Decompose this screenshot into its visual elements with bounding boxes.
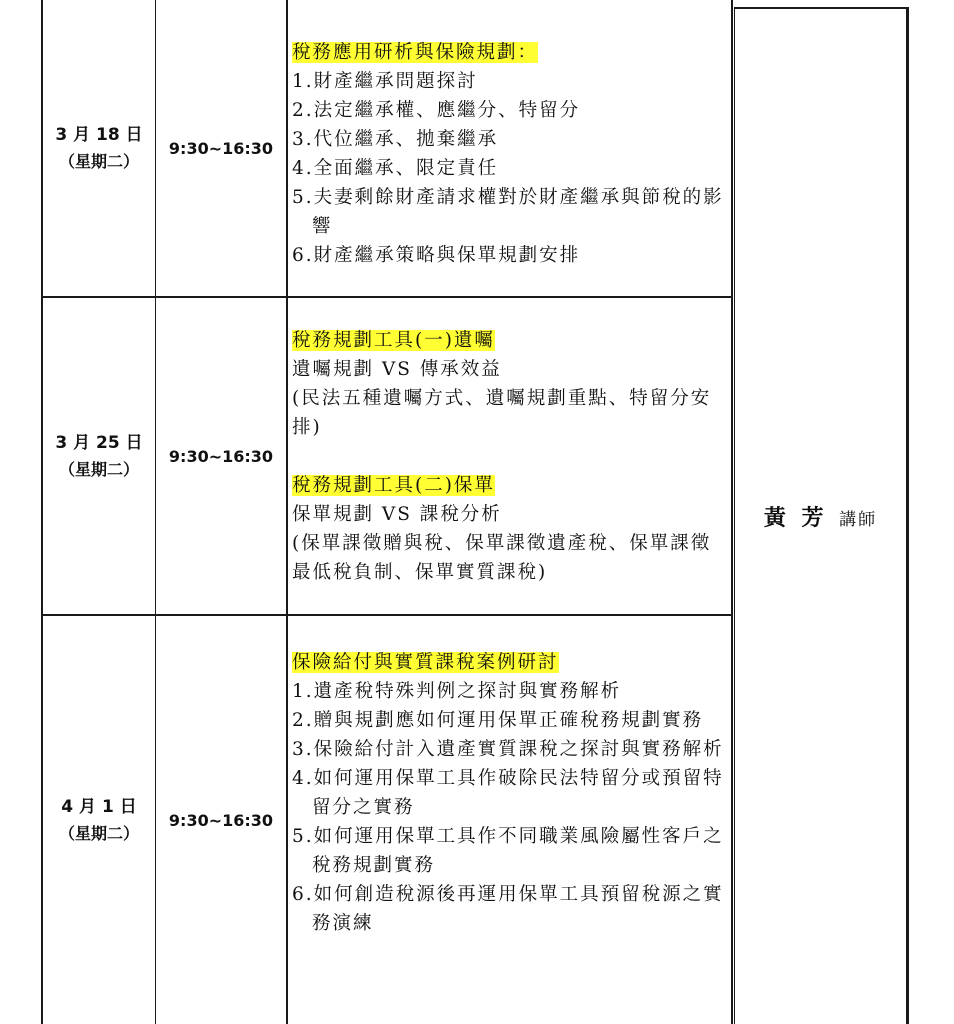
session-date: 3 月 25 日 [55,433,143,453]
session-weekday: （星期二） [58,152,139,171]
teacher-name: 黃 芳 [763,505,828,531]
session-date: 3 月 18 日 [55,125,143,145]
session-weekday: （星期二） [58,460,139,479]
session-weekday: （星期二） [58,824,139,843]
list-item: 6.如何創造稅源後再運用保單工具預留稅源之實務演練 [292,884,724,934]
session-heading: 稅務規劃工具(一)遺囑 [292,330,495,351]
list-item: 6.財產繼承策略與保單規劃安排 [292,245,581,266]
session-2-content-cell [288,326,731,587]
session-text: (民法五種遺囑方式、遺囑規劃重點、特留分安排) [292,388,712,438]
session-2-date-cell [43,298,155,614]
session-2-time-cell [156,298,286,614]
table-divider-content-teacher [731,0,733,1024]
list-item: 5.夫妻剩餘財產請求權對於財產繼承與節稅的影響 [292,187,724,237]
session-text: (保單課徵贈與稅、保單課徵遺產稅、保單課徵最低稅負制、保單實質課稅) [292,533,712,583]
list-item: 3.代位繼承、拋棄繼承 [292,129,499,150]
session-text: 保單規劃 VS 課稅分析 [292,504,502,525]
list-item: 4.如何運用保單工具作破除民法特留分或預留特留分之實務 [292,768,724,818]
session-date: 4 月 1 日 [61,797,137,817]
session-heading: 保險給付與實質課稅案例研討 [292,652,559,673]
table-border-right [906,8,909,1024]
teacher-cell [735,9,906,1024]
session-time: 9:30~16:30 [168,446,274,466]
session-1-date-cell [43,0,155,296]
session-heading: 稅務應用研析與保險規劃： [292,42,539,63]
session-3-content-cell [288,648,731,938]
session-heading: 稅務規劃工具(二)保單 [292,475,495,496]
list-item: 4.全面繼承、限定責任 [292,158,499,179]
list-item: 5.如何運用保單工具作不同職業風險屬性客戶之稅務規劃實務 [292,826,724,876]
session-1-time-cell [156,0,286,296]
session-3-date-cell [43,616,155,1024]
session-1-content-cell [288,38,731,270]
list-item: 3.保險給付計入遺產實質課稅之探討與實務解析 [292,739,724,760]
list-item: 1.財產繼承問題探討 [292,71,478,92]
teacher-label [764,501,877,532]
session-3-time-cell [156,616,286,1024]
session-text: 遺囑規劃 VS 傳承效益 [292,359,502,380]
teacher-title: 講師 [839,510,878,530]
session-time: 9:30~16:30 [168,810,274,830]
list-item: 2.贈與規劃應如何運用保單正確稅務規劃實務 [292,710,704,731]
list-item: 1.遺產稅特殊判例之探討與實務解析 [292,681,622,702]
list-item: 2.法定繼承權、應繼分、特留分 [292,100,581,121]
session-time: 9:30~16:30 [168,138,274,158]
